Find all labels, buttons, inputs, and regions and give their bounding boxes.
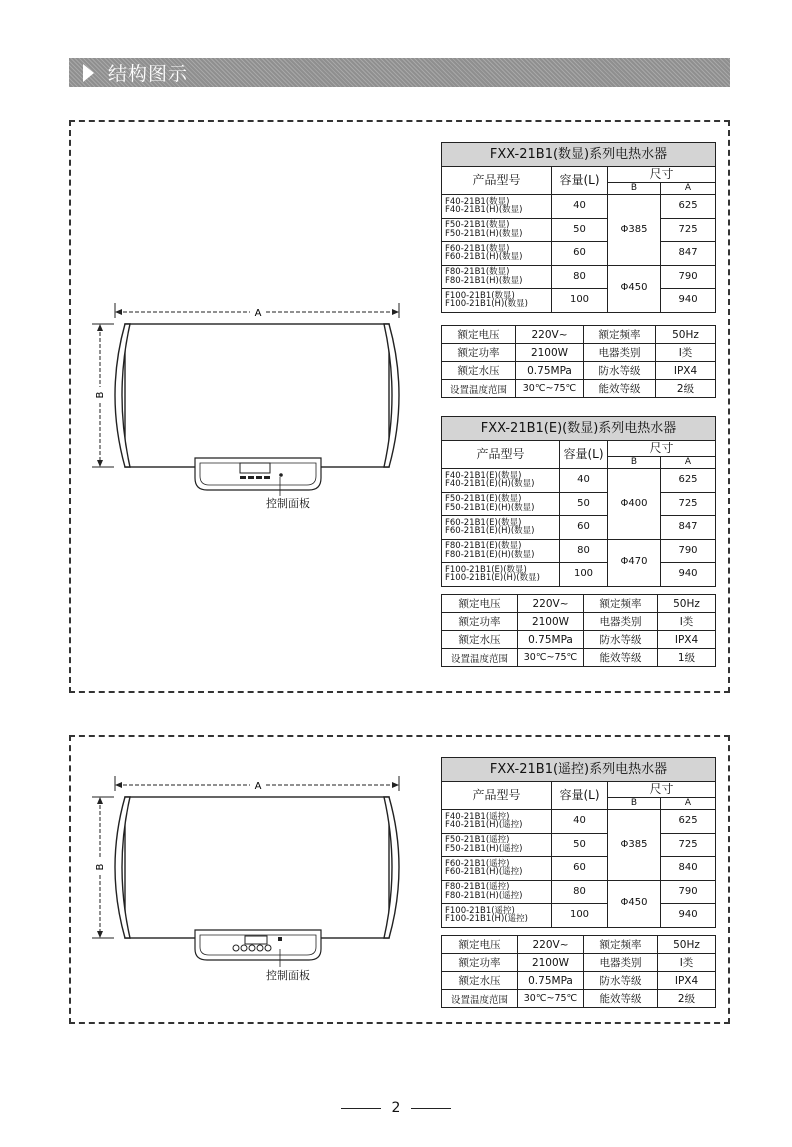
col-b-header: B <box>608 457 661 469</box>
table-row: 额定水压 0.75MPa 防水等级 IPX4 <box>442 631 716 649</box>
table-row: 额定水压 0.75MPa 防水等级 IPX4 <box>442 362 716 380</box>
col-capacity-header: 容量(L) <box>560 441 608 469</box>
section-title: 结构图示 <box>108 63 189 85</box>
table-row: F60-21B1(E)(数显) F60-21B1(E)(H)(数显) 60 847 <box>442 516 716 540</box>
col-size-header: 尺寸 <box>608 167 716 183</box>
section-header <box>69 58 730 87</box>
ratings-table-3 <box>441 935 716 1008</box>
table-row: F60-21B1(数显) F60-21B1(H)(数显) 60 847 <box>442 242 716 266</box>
water-heater-diagram-2 <box>90 773 410 963</box>
table-row: 额定电压 220V~ 额定频率 50Hz <box>442 595 716 613</box>
table-row: F50-21B1(数显) F50-21B1(H)(数显) 50 725 <box>442 218 716 242</box>
table-row: 额定水压 0.75MPa 防水等级 IPX4 <box>442 972 716 990</box>
table-row: 额定电压 220V~ 额定频率 50Hz <box>442 326 716 344</box>
control-panel <box>195 930 321 967</box>
table-row: 设置温度范围 30℃~75℃ 能效等级 1级 <box>442 649 716 667</box>
table-row: 设置温度范围 30℃~75℃ 能效等级 2级 <box>442 990 716 1008</box>
dimension-a <box>115 776 399 792</box>
table-row: F80-21B1(E)(数显) F80-21B1(E)(H)(数显) 80 Φ470 790 <box>442 539 716 563</box>
table-row: F80-21B1(遥控) F80-21B1(H)(遥控) 80 Φ450 790 <box>442 880 716 904</box>
table-row: F40-21B1(数显) F40-21B1(H)(数显) 40 Φ385 625 <box>442 195 716 219</box>
table-row: F60-21B1(遥控) F60-21B1(H)(遥控) 60 840 <box>442 857 716 881</box>
page-number: 2 <box>391 1100 401 1116</box>
footer-rule-left <box>341 1108 381 1109</box>
col-a-header: A <box>661 183 716 195</box>
triangle-bullet-icon <box>83 64 94 82</box>
footer-rule-right <box>411 1108 451 1109</box>
label-b: B <box>95 863 106 871</box>
control-panel-label: 控制面板 <box>266 497 310 510</box>
table-row: 设置温度范围 30℃~75℃ 能效等级 2级 <box>442 380 716 398</box>
col-model-header: 产品型号 <box>442 441 560 469</box>
ratings-table-2 <box>441 594 716 667</box>
ratings-table-1 <box>441 325 716 398</box>
col-size-header: 尺寸 <box>608 441 716 457</box>
table-row: 额定功率 2100W 电器类别 Ⅰ类 <box>442 344 716 362</box>
table-title: FXX-21B1(E)(数显)系列电热水器 <box>442 417 716 441</box>
table-row: F50-21B1(遥控) F50-21B1(H)(遥控) 50 725 <box>442 833 716 857</box>
table-row: F100-21B1(E)(数显) F100-21B1(E)(H)(数显) 100 940 <box>442 563 716 587</box>
col-b-header: B <box>608 183 661 195</box>
size-b-cell: Φ450 <box>608 880 661 927</box>
size-b-cell: Φ450 <box>608 265 661 312</box>
table-row: 额定电压 220V~ 额定频率 50Hz <box>442 936 716 954</box>
dimension-b <box>92 324 114 467</box>
control-panel-label: 控制面板 <box>266 969 310 982</box>
spec-table-1 <box>441 142 716 313</box>
size-b-cell: Φ400 <box>608 469 661 540</box>
size-b-cell: Φ385 <box>608 195 661 266</box>
col-capacity-header: 容量(L) <box>552 167 608 195</box>
label-b: B <box>95 391 106 399</box>
table-title: FXX-21B1(数显)系列电热水器 <box>442 143 716 167</box>
dimension-b <box>92 797 114 938</box>
table-title: FXX-21B1(遥控)系列电热水器 <box>442 758 716 782</box>
col-model-header: 产品型号 <box>442 167 552 195</box>
table-row: 额定功率 2100W 电器类别 Ⅰ类 <box>442 613 716 631</box>
col-model-header: 产品型号 <box>442 782 552 810</box>
col-b-header: B <box>608 798 661 810</box>
table-row: F100-21B1(遥控) F100-21B1(H)(遥控) 100 940 <box>442 904 716 928</box>
col-a-header: A <box>661 457 716 469</box>
table-row: F40-21B1(遥控) F40-21B1(H)(遥控) 40 Φ385 625 <box>442 810 716 834</box>
label-a: A <box>254 781 262 792</box>
dimension-a <box>115 303 399 319</box>
table-row: F50-21B1(E)(数显) F50-21B1(E)(H)(数显) 50 725 <box>442 492 716 516</box>
spec-table-2 <box>441 416 716 587</box>
table-row: F40-21B1(E)(数显) F40-21B1(E)(H)(数显) 40 Φ400 625 <box>442 469 716 493</box>
table-row: F100-21B1(数显) F100-21B1(H)(数显) 100 940 <box>442 289 716 313</box>
page-footer <box>0 1100 792 1116</box>
label-a: A <box>254 308 262 319</box>
water-heater-diagram-1 <box>90 300 410 515</box>
table-row: 额定功率 2100W 电器类别 Ⅰ类 <box>442 954 716 972</box>
spec-table-3 <box>441 757 716 928</box>
table-row: F80-21B1(数显) F80-21B1(H)(数显) 80 Φ450 790 <box>442 265 716 289</box>
col-size-header: 尺寸 <box>608 782 716 798</box>
col-a-header: A <box>661 798 716 810</box>
col-capacity-header: 容量(L) <box>552 782 608 810</box>
size-b-cell: Φ470 <box>608 539 661 586</box>
size-b-cell: Φ385 <box>608 810 661 881</box>
control-panel <box>195 458 321 496</box>
